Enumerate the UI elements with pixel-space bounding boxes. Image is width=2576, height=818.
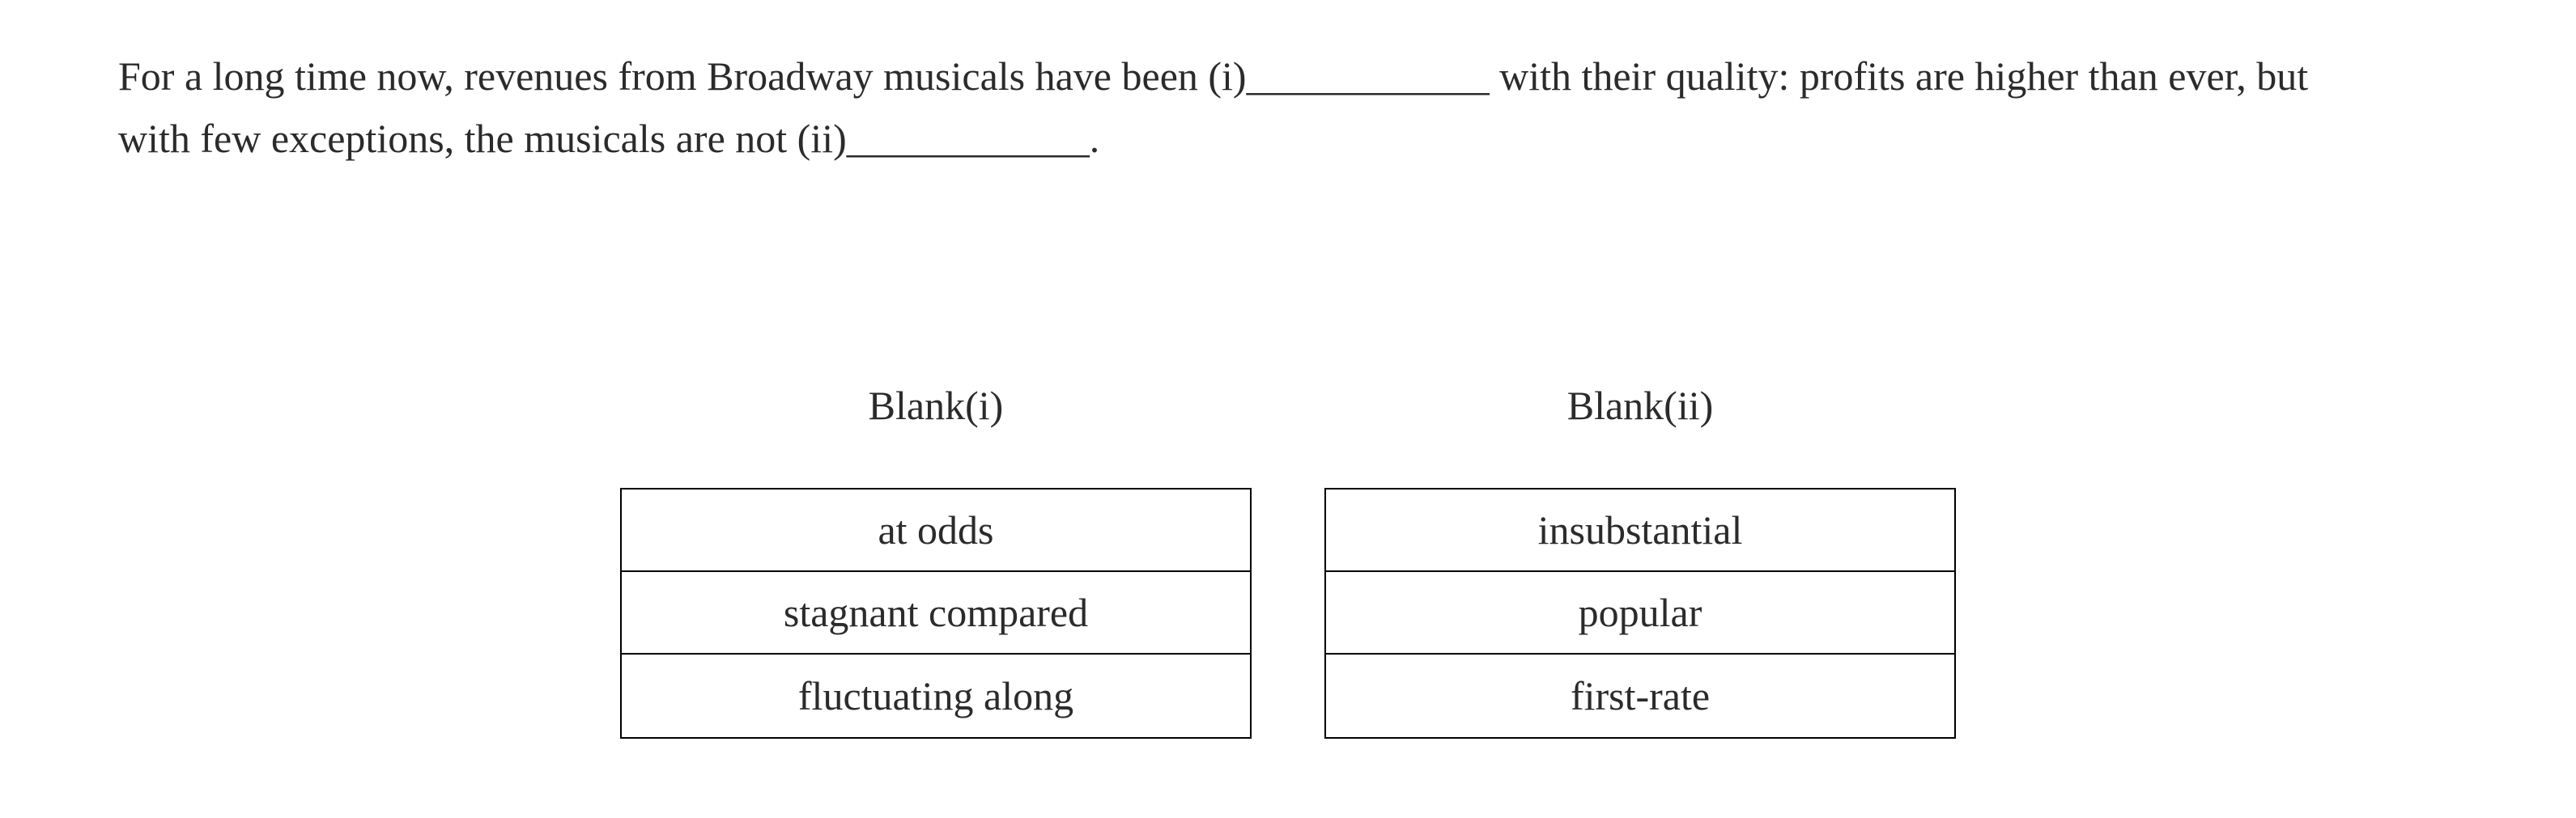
blank-i-label: Blank(i)	[868, 383, 1004, 428]
blank-ii-option-first-rate[interactable]: first-rate	[1326, 655, 1954, 737]
blank-i-option-fluctuating-along[interactable]: fluctuating along	[622, 655, 1250, 737]
blank-ii-label: Blank(ii)	[1566, 383, 1714, 428]
blank-ii-option-popular[interactable]: popular	[1326, 572, 1954, 655]
question-line-1: For a long time now, revenues from Broadway musicals have been (i)____________ with their quality: profits are higher than ever, but	[118, 53, 2309, 99]
blank-i-choices	[620, 488, 1252, 739]
blank-ii-option-insubstantial[interactable]: insubstantial	[1326, 490, 1954, 572]
blank-i-option-stagnant-compared[interactable]: stagnant compared	[622, 572, 1250, 655]
blank-i-option-at-odds[interactable]: at odds	[622, 490, 1250, 572]
blank-ii-choices	[1324, 488, 1956, 739]
question-line-2: with few exceptions, the musicals are not (ii)____________.	[118, 116, 1100, 161]
question-text	[118, 45, 2466, 170]
